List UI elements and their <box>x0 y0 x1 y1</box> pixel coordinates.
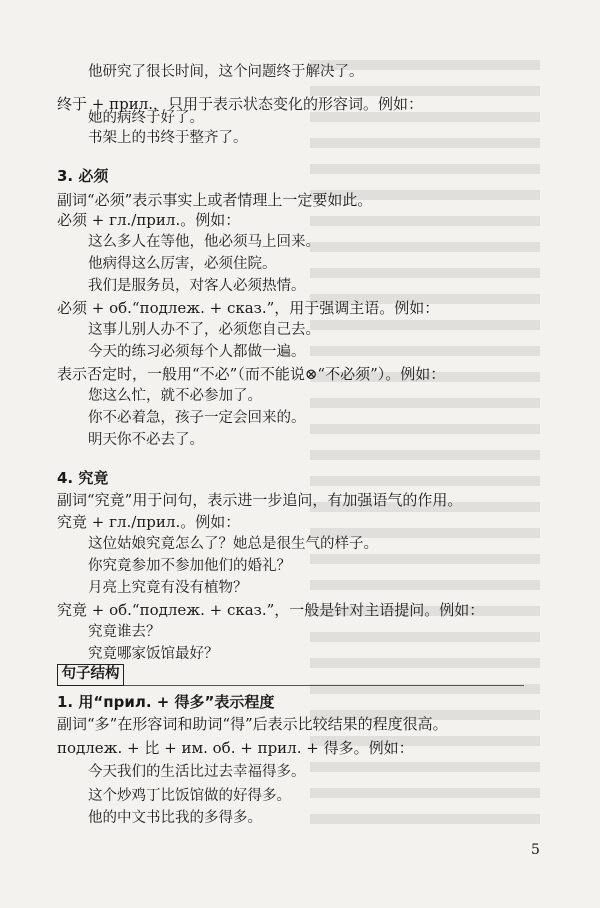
example-sentence: 今天的练习必须每个人都做一遍。 <box>88 344 306 360</box>
example-sentence: 这么多人在等他，他必须马上回来。 <box>88 234 320 250</box>
example-sentence: 书架上的书终于整齐了。 <box>88 130 248 146</box>
example-sentence: 这事儿别人办不了，必须您自己去。 <box>88 322 320 338</box>
section-heading: 1. 用“прил. + 得多”表示程度 <box>57 693 275 711</box>
explanation-line: 必须 + об.“подлеж. + сказ.”，用于强调主语。例如： <box>57 299 440 317</box>
example-sentence: 你不必着急，孩子一定会回来的。 <box>88 410 306 426</box>
example-sentence: 他研究了很长时间，这个问题终于解决了。 <box>88 64 364 80</box>
example-sentence: 究竟谁去？ <box>88 624 161 640</box>
example-sentence: 这个炒鸡丁比饭馆做的好得多。 <box>88 788 291 804</box>
example-sentence: 这位姑娘究竟怎么了？她总是很生气的样子。 <box>88 536 378 552</box>
explanation-line: 终于 + прил.，只用于表示状态变化的形容词。例如： <box>57 95 424 113</box>
example-sentence: 我们是服务员，对客人必须热情。 <box>88 278 306 294</box>
explanation-line: 副词“必须”表示事实上或者情理上一定要如此。 <box>57 191 373 209</box>
example-sentence: 您这么忙，就不必参加了。 <box>88 388 262 404</box>
explanation-line: 必须 + гл./прил.。例如： <box>57 211 241 229</box>
example-sentence: 他病得这么厉害，必须住院。 <box>88 256 277 272</box>
example-sentence: 月亮上究竟有没有植物？ <box>88 580 248 596</box>
section-heading: 3. 必须 <box>57 167 109 185</box>
explanation-line: 究竟 + об.“подлеж. + сказ.”，一般是针对主语提问。例如： <box>57 601 485 619</box>
section-heading: 4. 究竟 <box>57 469 109 487</box>
example-sentence: 他的中文书比我的多得多。 <box>88 810 262 826</box>
explanation-line: 究竟 + гл./прил.。例如： <box>57 513 241 531</box>
example-sentence: 明天你不必去了。 <box>88 432 204 448</box>
section-heading-box: 句子结构 <box>57 664 124 686</box>
section-rule <box>124 685 524 686</box>
explanation-line: 副词“究竟”用于问句，表示进一步追问，有加强语气的作用。 <box>57 491 463 509</box>
page-number: 5 <box>531 842 540 858</box>
explanation-line: подлеж. + 比 + им. об. + прил. + 得多。例如： <box>57 739 414 757</box>
example-sentence: 她的病终于好了。 <box>88 110 204 126</box>
example-sentence: 究竟哪家饭馆最好？ <box>88 646 219 662</box>
example-sentence: 你究竟参加不参加他们的婚礼？ <box>88 558 291 574</box>
explanation-line: 表示否定时，一般用“不必”（而不能说⊗“不必须”）。例如： <box>57 365 446 383</box>
explanation-line: 副词“多”在形容词和助词“得”后表示比较结果的程度很高。 <box>57 715 448 733</box>
example-sentence: 今天我们的生活比过去幸福得多。 <box>88 764 306 780</box>
